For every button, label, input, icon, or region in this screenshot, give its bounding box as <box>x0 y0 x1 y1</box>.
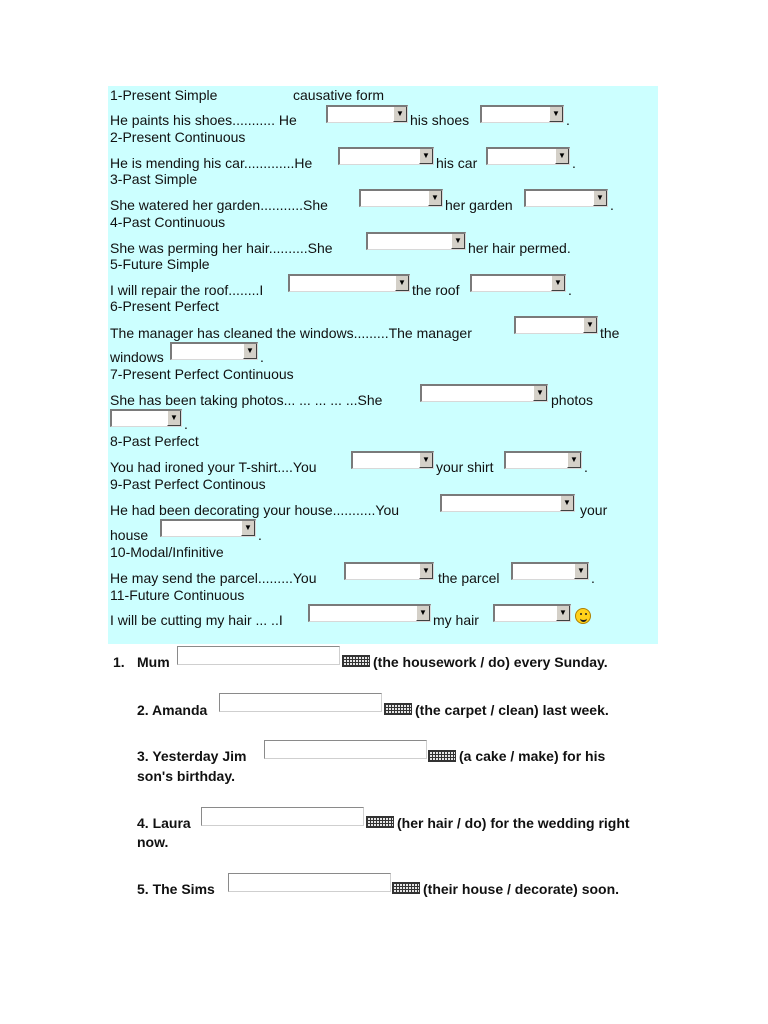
dropdown-4a[interactable] <box>366 232 466 250</box>
sentence-8-dot: . <box>584 459 588 475</box>
sentence-6-windows: windows <box>110 349 164 365</box>
chevron-down-icon: ▼ <box>243 344 257 359</box>
heading-past-perfect: 8-Past Perfect <box>110 433 199 449</box>
chevron-down-icon: ▼ <box>556 606 570 621</box>
sentence-11-original: I will be cutting my hair ... ..I <box>110 612 283 628</box>
dropdown-5a[interactable] <box>288 274 410 292</box>
sentence-11-middle: my hair <box>433 612 479 628</box>
chevron-down-icon: ▼ <box>419 149 433 164</box>
sentence-5-middle: the roof <box>412 282 460 298</box>
dropdown-7b[interactable] <box>110 409 182 427</box>
q5-subject: 5. The Sims <box>137 881 215 897</box>
chevron-down-icon: ▼ <box>549 107 563 122</box>
sentence-3-dot: . <box>610 197 614 213</box>
q4-prompt: (her hair / do) for the wedding right <box>397 815 630 831</box>
dropdown-3b[interactable] <box>524 189 608 207</box>
dropdown-8b[interactable] <box>504 451 582 469</box>
sentence-6-original: The manager has cleaned the windows.........The manager <box>110 325 472 341</box>
dropdown-1a[interactable] <box>326 105 408 123</box>
sentence-3-middle: her garden <box>445 197 513 213</box>
chevron-down-icon: ▼ <box>593 191 607 206</box>
dropdown-11b[interactable] <box>493 604 571 622</box>
q4-subject: 4. Laura <box>137 815 191 831</box>
smiley-icon <box>575 608 591 624</box>
keyboard-icon[interactable] <box>342 655 370 667</box>
sentence-4-original: She was perming her hair..........She <box>110 240 333 256</box>
heading-present-simple: 1-Present Simple <box>110 87 218 103</box>
chevron-down-icon: ▼ <box>560 496 574 511</box>
keyboard-icon[interactable] <box>366 816 394 828</box>
dropdown-9b[interactable] <box>160 519 256 537</box>
chevron-down-icon: ▼ <box>419 564 433 579</box>
sentence-6-dot: . <box>260 349 264 365</box>
sentence-1-original: He paints his shoes........... He <box>110 112 297 128</box>
sentence-3-original: She watered her garden...........She <box>110 197 328 213</box>
heading-present-continuous: 2-Present Continuous <box>110 129 246 145</box>
dropdown-10b[interactable] <box>511 562 589 580</box>
sentence-10-original: He may send the parcel.........You <box>110 570 317 586</box>
sentence-5-dot: . <box>568 282 572 298</box>
q1-subject: Mum <box>137 654 170 670</box>
answer-input-4[interactable] <box>201 807 364 826</box>
q5-prompt: (their house / decorate) soon. <box>423 881 620 897</box>
dropdown-7a[interactable] <box>420 384 548 402</box>
heading-causative-form: causative form <box>293 87 385 103</box>
heading-future-continuous: 11-Future Continuous <box>110 587 245 603</box>
chevron-down-icon: ▼ <box>393 107 407 122</box>
chevron-down-icon: ▼ <box>428 191 442 206</box>
chevron-down-icon: ▼ <box>583 318 597 333</box>
keyboard-icon[interactable] <box>392 882 420 894</box>
sentence-1-dot: . <box>566 112 570 128</box>
sentence-9-original: He had been decorating your house...........You <box>110 502 400 518</box>
chevron-down-icon: ▼ <box>574 564 588 579</box>
heading-present-perfect-continuous: 7-Present Perfect Continuous <box>110 366 294 382</box>
sentence-8-original: You had ironed your T-shirt....You <box>110 459 317 475</box>
sentence-9-middle: your <box>580 502 608 518</box>
chevron-down-icon: ▼ <box>241 521 255 536</box>
sentence-6-middle: the <box>600 325 620 341</box>
chevron-down-icon: ▼ <box>419 453 433 468</box>
answer-input-3[interactable] <box>264 740 427 759</box>
q2-subject: 2. Amanda <box>137 702 208 718</box>
chevron-down-icon: ▼ <box>395 276 409 291</box>
sentence-2-dot: . <box>572 155 576 171</box>
dropdown-6a[interactable] <box>514 316 598 334</box>
sentence-2-original: He is mending his car.............He <box>110 155 313 171</box>
q1-prompt: (the housework / do) every Sunday. <box>373 654 608 670</box>
dropdown-11a[interactable] <box>308 604 431 622</box>
answer-input-2[interactable] <box>219 693 382 712</box>
dropdown-2b[interactable] <box>486 147 570 165</box>
chevron-down-icon: ▼ <box>416 606 430 621</box>
heading-past-simple: 3-Past Simple <box>110 171 198 187</box>
keyboard-icon[interactable] <box>384 703 412 715</box>
sentence-7-dot: . <box>184 416 188 432</box>
sentence-5-original: I will repair the roof........I <box>110 282 264 298</box>
q3-prompt: (a cake / make) for his <box>459 748 606 764</box>
dropdown-8a[interactable] <box>351 451 434 469</box>
answer-input-5[interactable] <box>228 873 391 892</box>
sentence-9-dot: . <box>258 527 262 543</box>
dropdown-10a[interactable] <box>344 562 434 580</box>
sentence-10-middle: the parcel <box>438 570 500 586</box>
dropdown-2a[interactable] <box>338 147 434 165</box>
heading-modal-infinitive: 10-Modal/Infinitive <box>110 544 224 560</box>
chevron-down-icon: ▼ <box>555 149 569 164</box>
sentence-7-original: She has been taking photos... ... ... ... ...She <box>110 392 383 408</box>
dropdown-5b[interactable] <box>470 274 566 292</box>
heading-future-simple: 5-Future Simple <box>110 256 210 272</box>
answer-input-1[interactable] <box>177 646 340 665</box>
q2-prompt: (the carpet / clean) last week. <box>415 702 609 718</box>
sentence-2-middle: his car <box>436 155 478 171</box>
chevron-down-icon: ▼ <box>551 276 565 291</box>
q1-number: 1. <box>113 654 125 670</box>
q3-prompt-continued: son's birthday. <box>137 768 235 784</box>
dropdown-6b[interactable] <box>170 342 258 360</box>
keyboard-icon[interactable] <box>428 750 456 762</box>
sentence-1-middle: his shoes <box>410 112 470 128</box>
dropdown-9a[interactable] <box>440 494 575 512</box>
sentence-8-middle: your shirt <box>436 459 494 475</box>
dropdown-3a[interactable] <box>359 189 443 207</box>
chevron-down-icon: ▼ <box>533 386 547 401</box>
heading-present-perfect: 6-Present Perfect <box>110 298 219 314</box>
sentence-4-end: her hair permed. <box>468 240 571 256</box>
sentence-9-house: house <box>110 527 149 543</box>
chevron-down-icon: ▼ <box>167 411 181 426</box>
heading-past-perfect-continuous: 9-Past Perfect Continous <box>110 476 266 492</box>
heading-past-continuous: 4-Past Continuous <box>110 214 226 230</box>
sentence-10-dot: . <box>591 570 595 586</box>
chevron-down-icon: ▼ <box>451 234 465 249</box>
sentence-7-middle: photos <box>551 392 594 408</box>
chevron-down-icon: ▼ <box>567 453 581 468</box>
dropdown-1b[interactable] <box>480 105 564 123</box>
q3-subject: 3. Yesterday Jim <box>137 748 247 764</box>
q4-prompt-continued: now. <box>137 834 169 850</box>
